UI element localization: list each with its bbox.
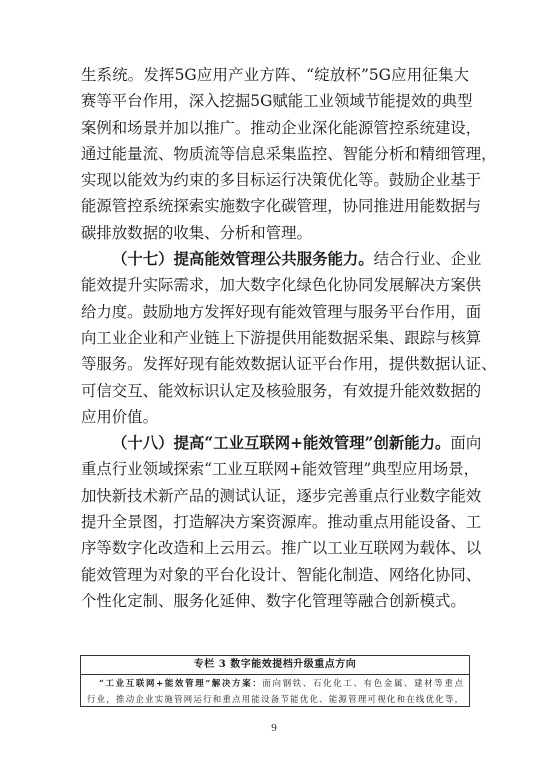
text-line: 能效管理为对象的平台化设计、智能化制造、网络化协同、 (81, 565, 482, 584)
text-line: 个性化定制、服务化延伸、数字化管理等融合创新模式。 (81, 591, 466, 610)
text-line (81, 246, 482, 272)
text-line: 可信交互、能效标识认定及核验服务，有效提升能效数据的 (81, 381, 482, 400)
page-number: 9 (271, 722, 277, 734)
box-line-1-rest: 面向钢铁、石化化工、有色金属、建材等重点 (262, 678, 464, 688)
section-heading: （十七）提高能效管理公共服务能力。 (112, 250, 374, 269)
box-line-2: 行业，推动企业实施管网运行和重点用能设备节能优化、能源管理可视化和在线优化等， (87, 694, 463, 704)
text-line: 应用价值。 (81, 407, 158, 426)
text-line: 能源管控系统探索实施数字化碳管理，协同推进用能数据与 (81, 197, 482, 216)
box-line-1 (81, 675, 469, 691)
section-heading: （十八）提高“工业互联网+能效管理”创新能力。 (112, 434, 451, 453)
text-line: 等服务。发挥好现有能效数据认证平台作用，提供数据认证、 (81, 355, 497, 374)
heading-continuation: 面向 (450, 434, 482, 453)
sidebar-box (80, 655, 470, 707)
text-line: 加快新技术新产品的测试认证，逐步完善重点行业数字能效 (81, 486, 482, 505)
text-line: 实现以能效为约束的多目标运行决策优化等。鼓励企业基于 (81, 171, 482, 190)
text-line: 提升全景图，打造解决方案资源库。推动重点用能设备、工 (81, 513, 482, 532)
text-line: 向工业企业和产业链上下游提供用能数据采集、跟踪与核算 (81, 328, 482, 347)
text-line: 案例和场景并加以推广。推动企业深化能源管控系统建设， (81, 118, 482, 137)
text-line: 生系统。发挥5G应用产业方阵、“绽放杯”5G应用征集大 (81, 66, 469, 84)
text-line: 碳排放数据的收集、分析和管理。 (81, 223, 312, 242)
text-line: 给力度。鼓励地方发挥好现有能效管理与服务平台作用，面 (81, 302, 482, 321)
box-line-1-bold: “工业互联网+能效管理”解决方案： (99, 678, 263, 688)
text-line: 序等数字化改造和上云用云。推广以工业互联网为载体、以 (81, 539, 482, 558)
text-line: 重点行业领域探索“工业互联网+能效管理”典型应用场景， (81, 460, 480, 479)
text-line: 赛等平台作用，深入挖掘5G赋能工业领域节能提效的典型 (81, 92, 473, 111)
text-line (81, 430, 482, 456)
text-line: 能效提升实际需求，加大数字化绿色化协同发展解决方案供 (81, 276, 482, 295)
box-title: 专栏 3 数字能效提档升级重点方向 (81, 656, 469, 675)
body-text (81, 62, 497, 614)
text-line: 通过能量流、物质流等信息采集监控、智能分析和精细管理， (81, 144, 497, 163)
heading-continuation: 结合行业、企业 (373, 250, 482, 269)
